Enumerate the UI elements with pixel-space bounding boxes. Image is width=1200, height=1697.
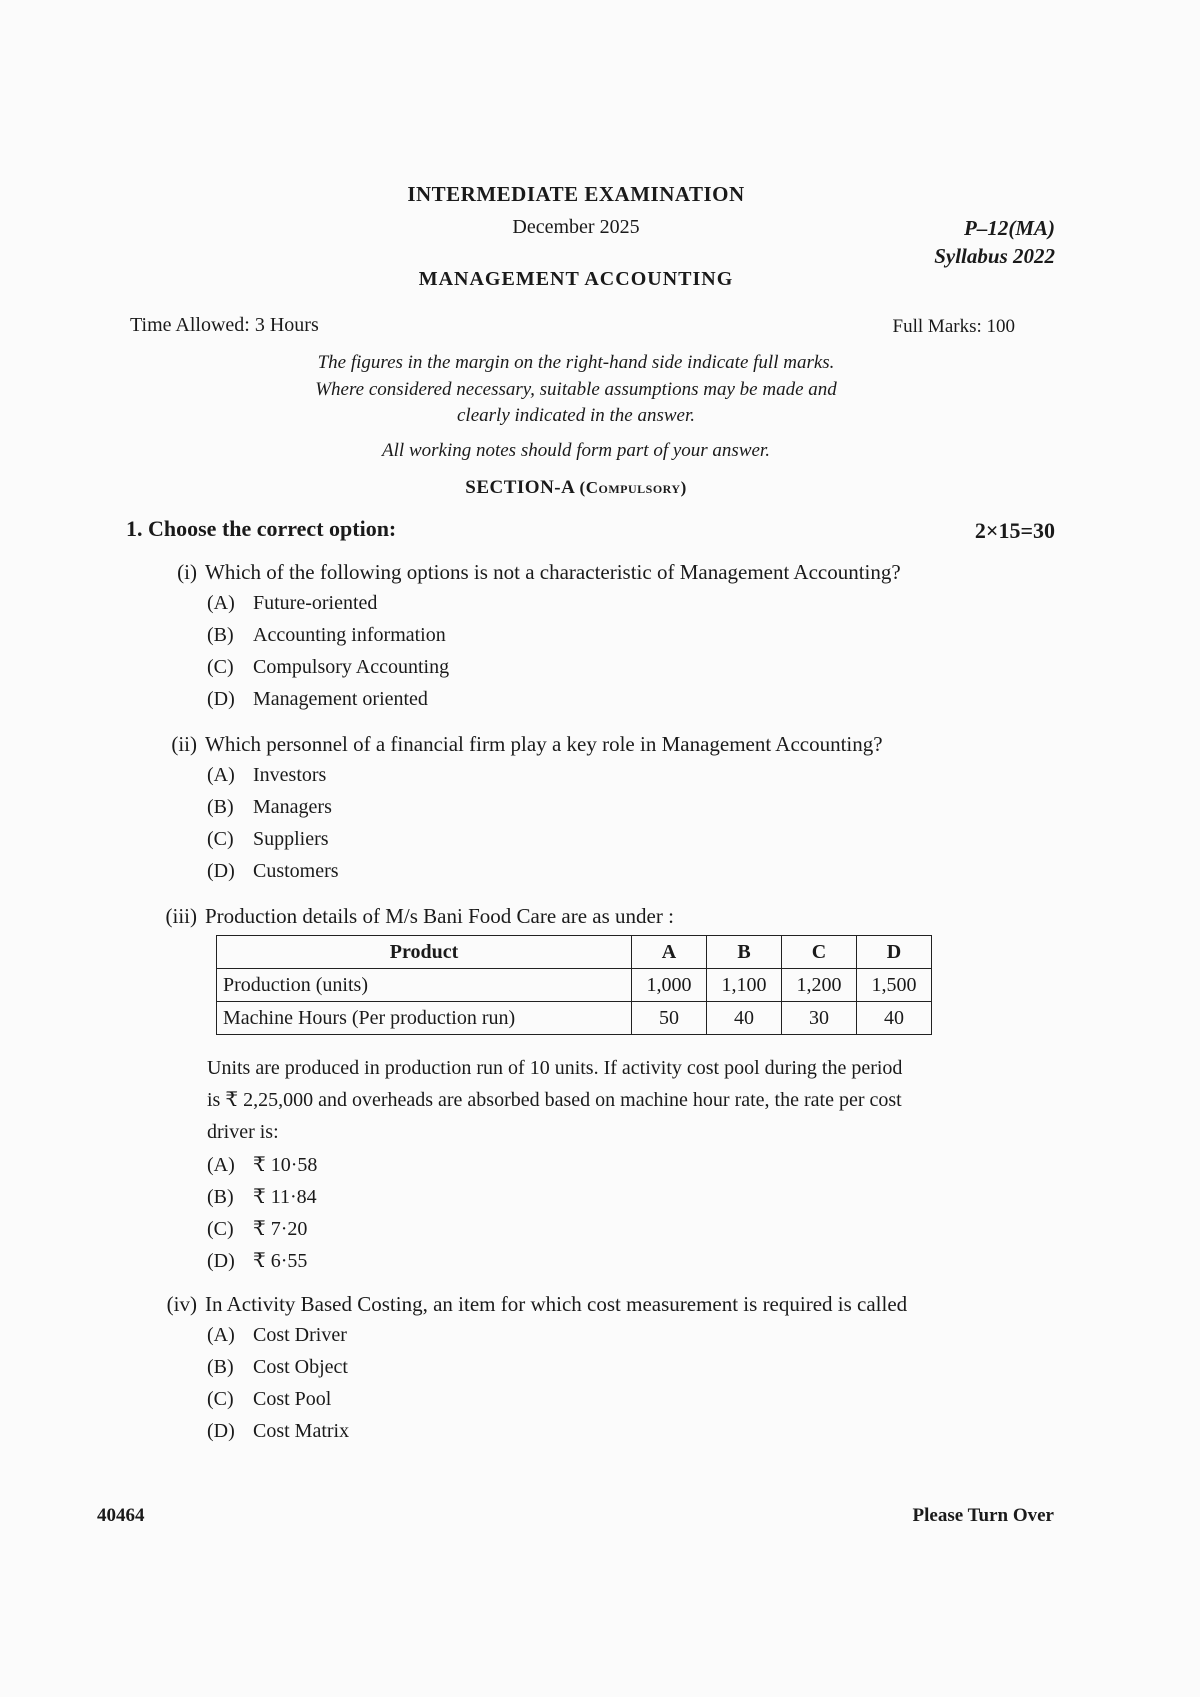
- subject-title: MANAGEMENT ACCOUNTING: [418, 268, 734, 290]
- instruction-line: All working notes should form part of your answer.: [382, 440, 770, 461]
- option-text: Management oriented: [253, 688, 428, 710]
- option-label: (A): [207, 764, 235, 786]
- question-heading: [126, 516, 396, 542]
- table-header-row: [217, 936, 932, 969]
- table-cell: 30: [782, 1002, 857, 1035]
- question-item: [171, 732, 883, 757]
- section-title: SECTION-A: [465, 477, 575, 498]
- option-label: (C): [207, 1388, 234, 1410]
- question-marks: 2×15=30: [974, 518, 1055, 543]
- option-label: (B): [207, 624, 234, 646]
- paper-code: P–12(MA): [964, 216, 1055, 240]
- option-item: [207, 1324, 347, 1347]
- question-item-number: (iii): [165, 904, 197, 928]
- option-label: (B): [207, 1356, 234, 1378]
- option-item: [207, 624, 446, 647]
- table-row: [217, 1002, 932, 1035]
- option-text: Suppliers: [253, 828, 329, 850]
- option-item: [207, 1216, 307, 1241]
- question-item: [177, 560, 901, 585]
- question-instruction: Choose the correct option:: [148, 516, 397, 541]
- question-item-number: (iv): [166, 1292, 197, 1316]
- question-number: 1.: [126, 516, 143, 541]
- question-item-text: Which personnel of a financial firm play a key role in Management Accounting?: [205, 732, 883, 756]
- option-text: Investors: [253, 764, 327, 786]
- option-item: [207, 796, 332, 819]
- production-table: [216, 935, 932, 1035]
- table-cell: 50: [632, 1002, 707, 1035]
- option-text: ₹ 11·84: [253, 1186, 317, 1208]
- option-label: (D): [207, 688, 235, 710]
- table-header-cell: B: [707, 936, 782, 969]
- option-label: (B): [207, 796, 234, 818]
- instruction-line: The figures in the margin on the right-hand side indicate full marks.: [317, 352, 835, 373]
- table-cell: 1,100: [707, 969, 782, 1002]
- question-item-text: Which of the following options is not a characteristic of Management Accounting?: [205, 560, 901, 584]
- question-paragraph-line: Units are produced in production run of 10 units. If activity cost pool during the period: [207, 1057, 903, 1079]
- question-item-text: Production details of M/s Bani Food Care are as under :: [205, 904, 674, 928]
- option-item: [207, 656, 449, 679]
- option-label: (C): [207, 656, 234, 678]
- option-label: (D): [207, 1250, 235, 1272]
- option-item: [207, 1420, 349, 1443]
- table-cell: Production (units): [217, 969, 632, 1002]
- option-text: ₹ 10·58: [253, 1154, 318, 1176]
- option-text: Cost Pool: [253, 1388, 332, 1410]
- table-cell: 1,000: [632, 969, 707, 1002]
- option-item: [207, 1152, 317, 1177]
- table-header-cell: Product: [217, 936, 632, 969]
- option-item: [207, 828, 329, 851]
- option-label: (D): [207, 860, 235, 882]
- full-marks: Full Marks: 100: [892, 316, 1015, 337]
- option-label: (C): [207, 828, 234, 850]
- option-text: ₹ 6·55: [253, 1250, 308, 1272]
- option-text: Future-oriented: [253, 592, 378, 614]
- option-text: Compulsory Accounting: [253, 656, 450, 678]
- table-cell: Machine Hours (Per production run): [217, 1002, 632, 1035]
- section-heading: [0, 477, 1152, 499]
- question-item: [166, 1292, 908, 1317]
- option-item: [207, 688, 428, 711]
- exam-title: INTERMEDIATE EXAMINATION: [407, 182, 745, 206]
- option-item: [207, 764, 326, 787]
- question-item-number: (ii): [171, 732, 197, 756]
- table-header-cell: A: [632, 936, 707, 969]
- table-cell: 1,200: [782, 969, 857, 1002]
- option-text: Managers: [253, 796, 332, 818]
- table-row: [217, 969, 932, 1002]
- option-item: [207, 860, 339, 883]
- syllabus-label: Syllabus 2022: [934, 244, 1055, 268]
- exam-date: December 2025: [512, 216, 640, 238]
- option-text: ₹ 7·20: [253, 1218, 308, 1240]
- question-item-text: In Activity Based Costing, an item for which cost measurement is required is called: [205, 1292, 908, 1316]
- option-text: Cost Matrix: [253, 1420, 350, 1442]
- table-header-cell: C: [782, 936, 857, 969]
- option-label: (A): [207, 1324, 235, 1346]
- option-label: (B): [207, 1186, 234, 1208]
- option-item: [207, 1356, 348, 1379]
- option-label: (A): [207, 1154, 235, 1176]
- option-item: [207, 1248, 307, 1273]
- instruction-line: Where considered necessary, suitable assumptions may be made and: [315, 379, 837, 400]
- option-text: Cost Object: [253, 1356, 348, 1378]
- option-text: Customers: [253, 860, 339, 882]
- instruction-line: clearly indicated in the answer.: [457, 405, 695, 426]
- option-label: (A): [207, 592, 235, 614]
- question-item-number: (i): [177, 560, 197, 584]
- please-turn-over: Please Turn Over: [912, 1505, 1054, 1526]
- table-cell: 40: [857, 1002, 932, 1035]
- table-cell: 40: [707, 1002, 782, 1035]
- option-item: [207, 1388, 331, 1411]
- table-cell: 1,500: [857, 969, 932, 1002]
- question-paragraph-line: driver is:: [207, 1121, 279, 1143]
- option-text: Cost Driver: [253, 1324, 347, 1346]
- option-text: Accounting information: [253, 624, 446, 646]
- option-item: [207, 1184, 317, 1209]
- section-subtitle: (Compulsory): [579, 478, 687, 497]
- page-code: 40464: [97, 1505, 145, 1526]
- option-label: (D): [207, 1420, 235, 1442]
- option-label: (C): [207, 1218, 234, 1240]
- option-item: [207, 592, 377, 615]
- question-paragraph-line: is ₹ 2,25,000 and overheads are absorbed based on machine hour rate, the rate per cost: [207, 1089, 902, 1111]
- time-allowed: Time Allowed: 3 Hours: [130, 314, 319, 336]
- question-item: [165, 904, 674, 929]
- table-header-cell: D: [857, 936, 932, 969]
